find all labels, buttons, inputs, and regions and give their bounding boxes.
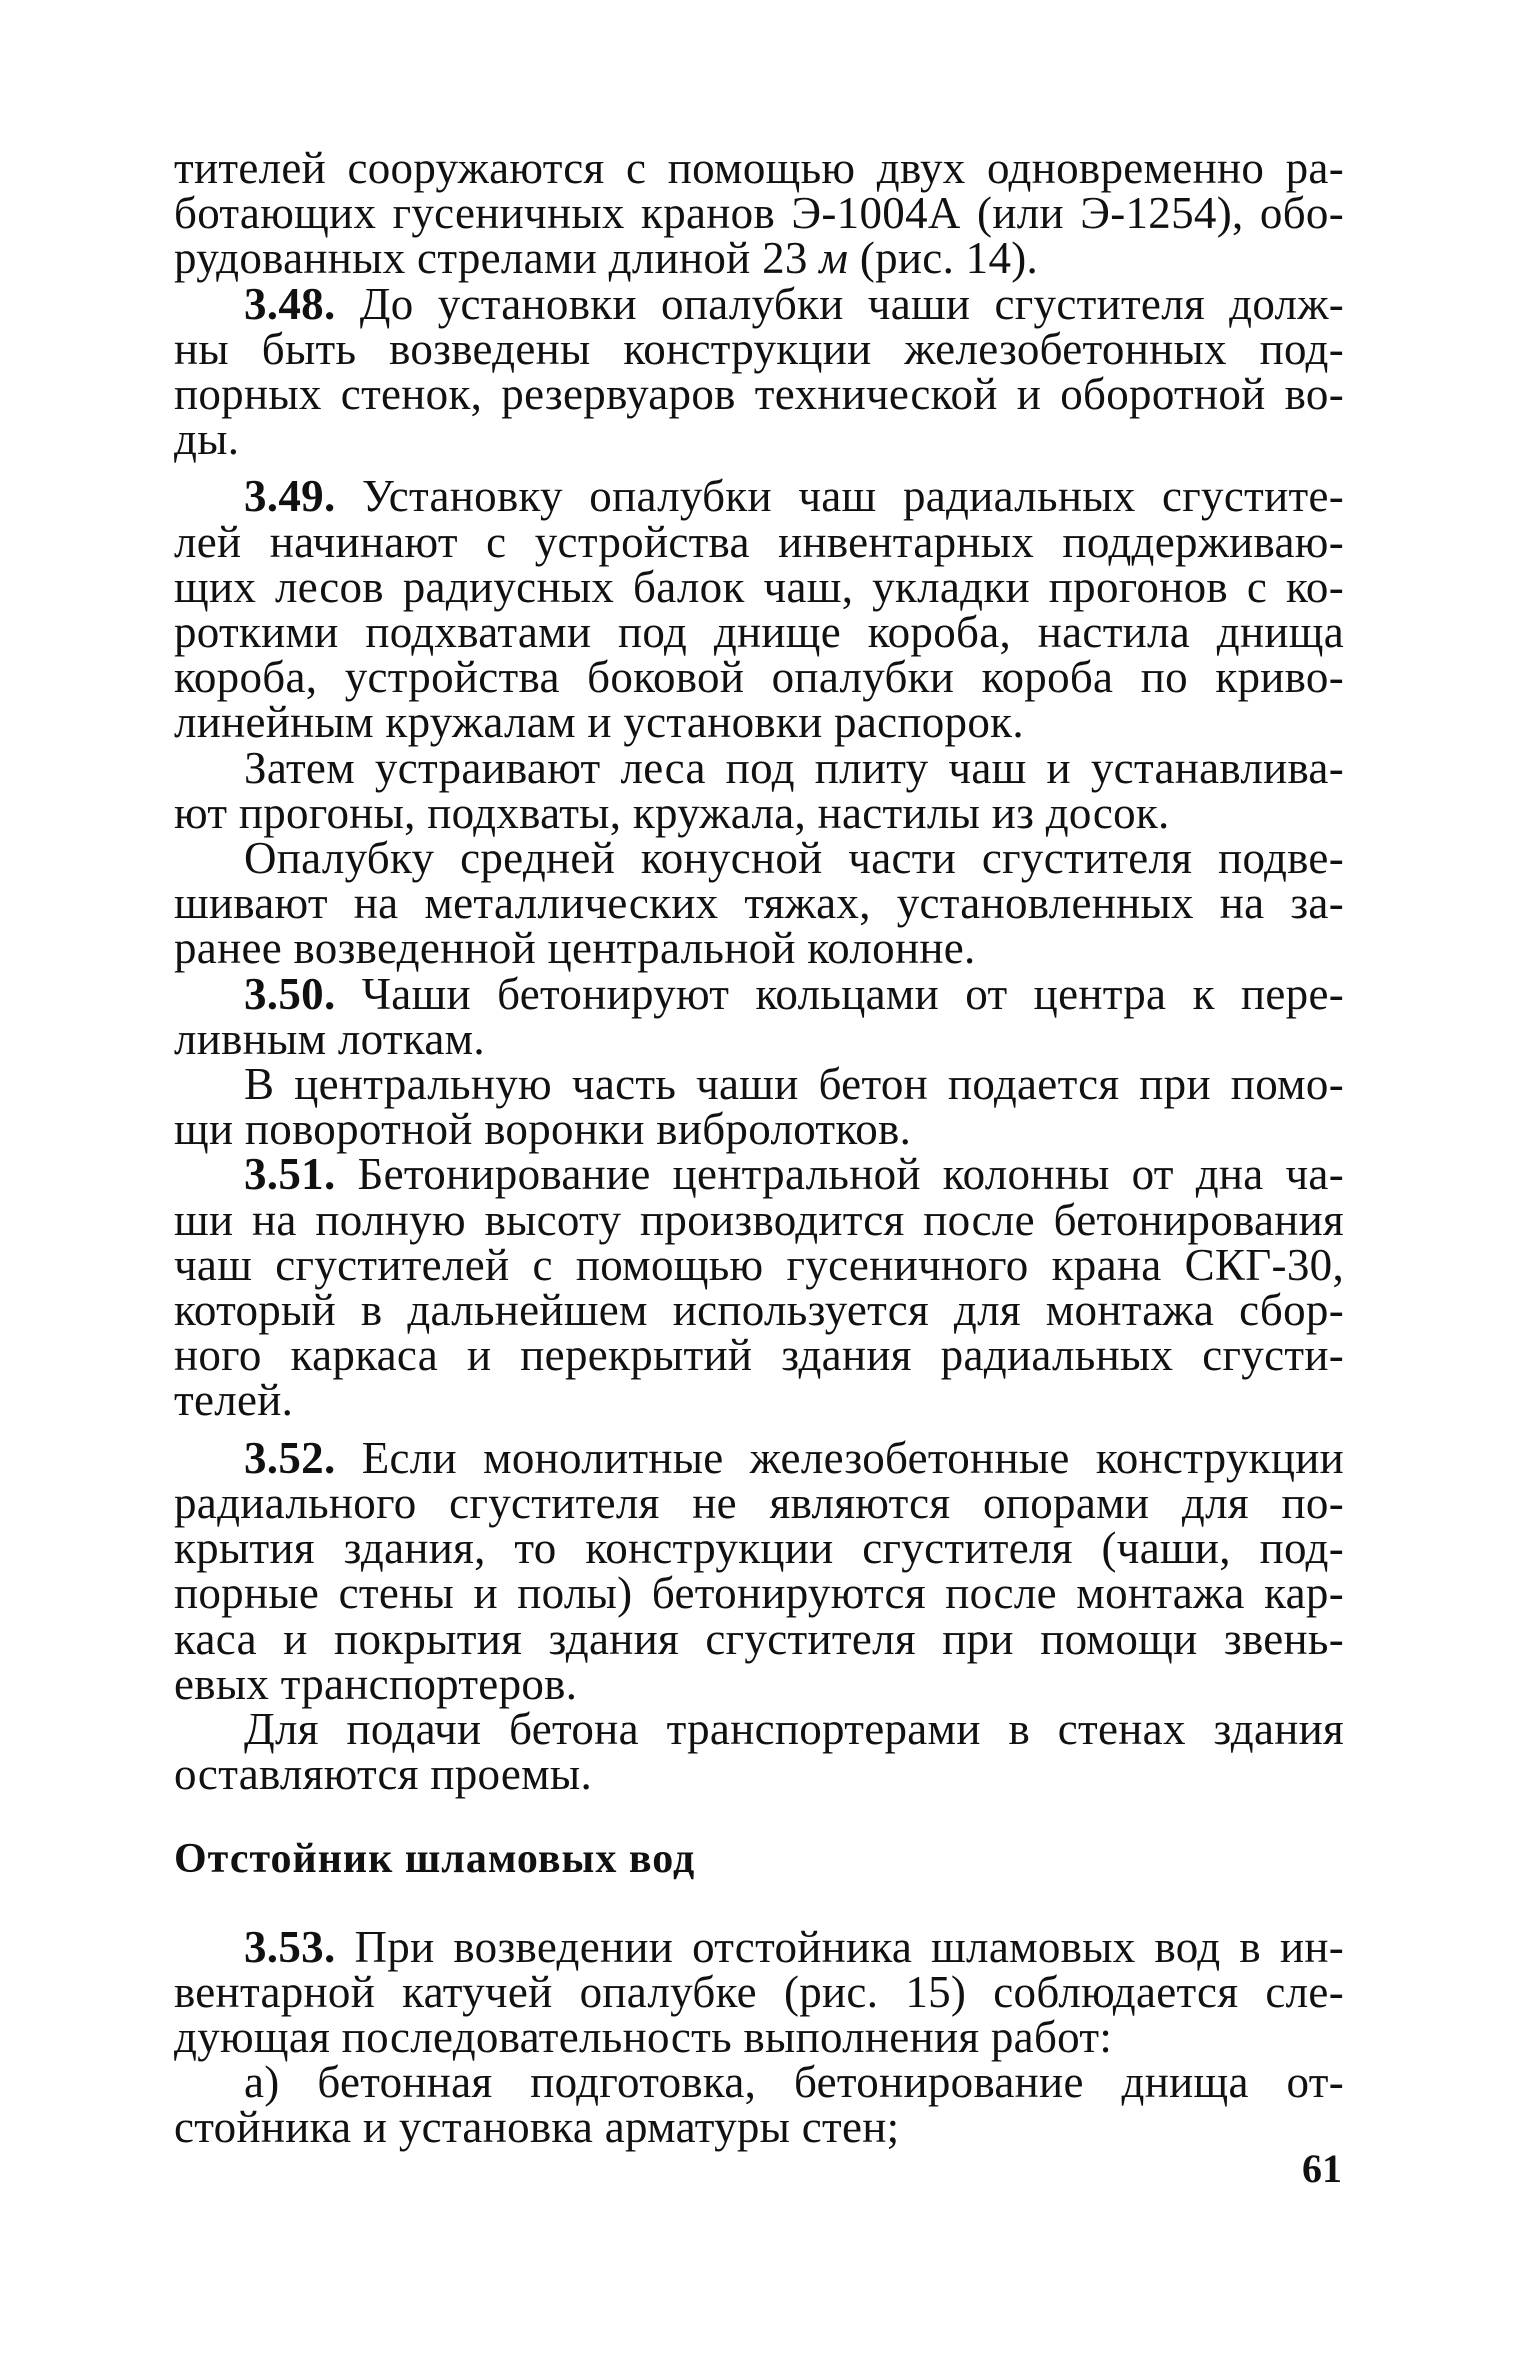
paragraph-list-item-a [174, 2057, 1344, 2153]
text-line: 3.50. Чаши бетонируют кольцами от центра к пере- [244, 968, 1344, 1019]
text-line: 3.49. Установку опалубки чаш радиальных сгустите- [244, 471, 1344, 522]
text-line: крытия здания, то конструкции сгустителя (чаши, под- [174, 1523, 1344, 1574]
section-number: 3.51. [244, 1149, 336, 1200]
text-line: радиального сгустителя не являются опорами для по- [174, 1477, 1344, 1528]
text-line: 3.53. При возведении отстойника шламовых вод в ин- [244, 1921, 1344, 1972]
text-line: евых транспортеров. [174, 1658, 578, 1709]
paragraph-continuation [174, 143, 1344, 284]
text-line: ши на полную высоту производится после бетонирования [174, 1194, 1344, 1245]
paragraph-central-part [174, 1059, 1344, 1155]
section-number: 3.53. [244, 1921, 336, 1972]
text-line: который в дальнейшем используется для монтажа сбор- [174, 1285, 1344, 1336]
text-line: 3.52. Если монолитные железобетонные конструкции [244, 1432, 1344, 1483]
text-line: чаш сгустителей с помощью гусеничного крана СКГ-30, [174, 1239, 1344, 1290]
text-line: шивают на металлических тяжах, установленных на за- [174, 878, 1344, 929]
text-line: Затем устраивают леса под плиту чаш и устанавлива- [244, 742, 1344, 793]
page-number: 61 [1302, 2146, 1342, 2191]
text-line: стойника и установка арматуры стен; [174, 2102, 900, 2153]
text-line: короба, устройства боковой опалубки короба по криво- [174, 652, 1344, 703]
text-line: ды. [174, 414, 240, 465]
paragraph-formwork [174, 833, 1344, 974]
section-number: 3.52. [244, 1432, 336, 1483]
paragraph-3-49 [174, 471, 1344, 748]
text-line: линейным кружалам и установки распорок. [174, 697, 1024, 748]
text-line: порные стены и полы) бетонируются после монтажа кар- [174, 1568, 1344, 1619]
text-line: В центральную часть чаши бетон подается при помо- [244, 1059, 1344, 1110]
text-line: каса и покрытия здания сгустителя при помощи звень- [174, 1613, 1344, 1664]
body-text [174, 143, 1344, 2153]
text-line: ют прогоны, подхваты, кружала, настилы из досок. [174, 787, 1170, 838]
text-line: 3.51. Бетонирование центральной колонны от дна ча- [244, 1149, 1344, 1200]
text-line: Опалубку средней конусной части сгустителя подве- [244, 833, 1344, 884]
section-heading: Отстойник шламовых вод [174, 1836, 696, 1883]
text-line: оставляются проемы. [174, 1749, 593, 1800]
text-line: телей. [174, 1375, 294, 1426]
paragraph-openings [174, 1703, 1344, 1800]
paragraph-3-48 [174, 278, 1344, 465]
text-line: ного каркаса и перекрытий здания радиальных сгусти- [174, 1330, 1344, 1381]
text-line: ливным лоткам. [174, 1013, 485, 1064]
text-line: щих лесов радиусных балок чаш, укладки прогонов с ко- [174, 561, 1344, 612]
text-line: вентарной катучей опалубке (рис. 15) соблюдается сле- [174, 1966, 1344, 2017]
text-line: тителей сооружаются с помощью двух одновременно ра- [174, 143, 1344, 193]
section-number: 3.49. [244, 471, 336, 522]
text-line: 3.48. До установки опалубки чаши сгустителя долж- [244, 278, 1344, 329]
text-line: рудованных стрелами длиной 23 м (рис. 14). [174, 233, 1039, 284]
text-line: порных стенок, резервуаров технической и оборотной во- [174, 369, 1344, 420]
section-number: 3.50. [244, 968, 336, 1019]
text-line: щи поворотной воронки вибролотков. [174, 1104, 912, 1155]
unit-meter: м [819, 233, 849, 284]
paragraph-3-52 [174, 1432, 1344, 1709]
paragraph-scaffolding [174, 742, 1344, 838]
text-line: а) бетонная подготовка, бетонирование днища от- [244, 2057, 1344, 2108]
paragraph-3-50 [174, 968, 1344, 1064]
paragraph-3-53 [174, 1921, 1344, 2062]
paragraph-3-51 [174, 1149, 1344, 1426]
text-line: дующая последовательность выполнения работ: [174, 2011, 1113, 2062]
text-line: лей начинают с устройства инвентарных поддерживаю- [174, 516, 1344, 567]
text-line: Для подачи бетона транспортерами в стенах здания [244, 1703, 1344, 1754]
text-line: ны быть возведены конструкции железобетонных под- [174, 323, 1344, 374]
text-line: роткими подхватами под днище короба, настила днища [174, 607, 1344, 658]
section-number: 3.48. [244, 278, 336, 329]
text-line: ботающих гусеничных кранов Э-1004А (или Э-1254), обо- [174, 188, 1344, 239]
text-line: ранее возведенной центральной колонне. [174, 923, 976, 974]
